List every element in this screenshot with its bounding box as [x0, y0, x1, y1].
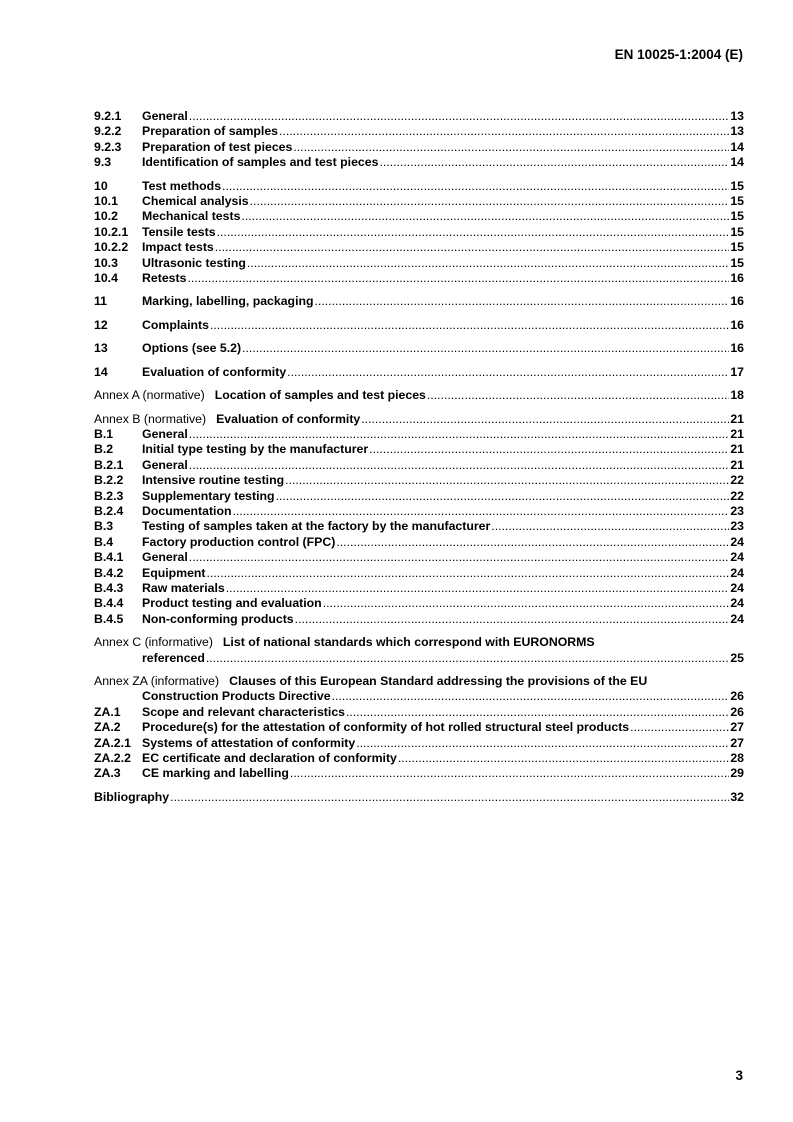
annex-label: Annex A (normative) [94, 388, 205, 403]
leader-dots [233, 504, 730, 519]
toc-page: 21 [730, 411, 744, 426]
annex-title: Evaluation of conformity [216, 411, 361, 426]
toc-page: 16 [730, 317, 744, 332]
toc-number: B.4.4 [94, 596, 124, 611]
toc-entry[interactable] [94, 365, 744, 380]
toc-title: Product testing and evaluation [142, 596, 322, 611]
toc-entry[interactable] [94, 504, 744, 519]
toc-title: General [142, 550, 188, 565]
toc-title: General [142, 457, 188, 472]
toc-entry[interactable] [94, 155, 744, 170]
toc-page: 27 [730, 735, 744, 750]
document-id-header: EN 10025-1:2004 (E) [614, 47, 743, 62]
toc-title: Chemical analysis [142, 194, 249, 209]
toc-number: B.3 [94, 519, 114, 534]
leader-dots [241, 209, 729, 224]
toc-entry-line [94, 651, 744, 666]
toc-entry-line [94, 674, 744, 689]
toc-entry[interactable] [94, 240, 744, 255]
toc-entry[interactable] [94, 766, 744, 781]
leader-dots [290, 766, 729, 781]
leader-dots [242, 341, 729, 356]
toc-number: ZA.2 [94, 720, 121, 735]
toc-title: EC certificate and declaration of conformity [142, 751, 397, 766]
toc-page: 25 [730, 650, 744, 665]
toc-entry[interactable] [94, 194, 744, 209]
toc-entry[interactable] [94, 341, 744, 356]
leader-dots [215, 240, 730, 255]
toc-page: 24 [730, 550, 744, 565]
leader-dots [285, 473, 729, 488]
toc-entry[interactable] [94, 271, 744, 286]
toc-number: B.4.5 [94, 611, 124, 626]
toc-entry[interactable] [94, 318, 744, 333]
toc-entry[interactable] [94, 179, 744, 194]
toc-entry[interactable] [94, 294, 744, 309]
leader-dots [247, 256, 729, 271]
toc-entry[interactable] [94, 581, 744, 596]
leader-dots [287, 365, 729, 380]
toc-number: 9.2.2 [94, 124, 122, 139]
leader-dots [427, 388, 729, 403]
toc-entry[interactable] [94, 566, 744, 581]
annex-title: Clauses of this European Standard addressing the provisions of the EU [229, 674, 648, 688]
toc-number: B.4.2 [94, 565, 124, 580]
table-of-contents [94, 109, 744, 805]
toc-entry[interactable] [94, 596, 744, 611]
toc-title: Ultrasonic testing [142, 255, 246, 270]
toc-page: 22 [730, 473, 744, 488]
toc-title: Retests [142, 271, 187, 286]
toc-number: B.2.1 [94, 457, 124, 472]
annex-title: List of national standards which correspond with EURONORMS [222, 635, 595, 650]
leader-dots [295, 612, 730, 627]
leader-dots [210, 318, 729, 333]
toc-page: 14 [730, 139, 744, 154]
toc-title: Intensive routine testing [142, 473, 285, 488]
toc-title: Preparation of test pieces [142, 139, 293, 154]
leader-dots [332, 689, 730, 704]
leader-dots [346, 705, 729, 720]
toc-entry[interactable] [94, 736, 744, 751]
toc-number: B.4.1 [94, 550, 124, 565]
toc-entry[interactable] [94, 109, 744, 124]
toc-title: Supplementary testing [142, 488, 275, 503]
toc-title: Testing of samples taken at the factory by the manufacturer [142, 519, 491, 534]
toc-title: General [142, 426, 188, 441]
toc-page: 21 [730, 457, 744, 472]
toc-entry[interactable] [94, 705, 744, 720]
leader-dots [189, 109, 730, 124]
toc-number: 9.2.3 [94, 139, 122, 154]
toc-page: 13 [730, 109, 744, 123]
toc-number: 10.2 [94, 209, 118, 224]
toc-title: Preparation of samples [142, 124, 278, 139]
toc-page: 15 [730, 178, 744, 193]
toc-number: B.2.3 [94, 488, 124, 503]
toc-page: 29 [730, 766, 744, 781]
toc-entry[interactable] [94, 209, 744, 224]
toc-number: 14 [94, 364, 108, 379]
toc-title: Complaints [142, 317, 209, 332]
toc-entry[interactable] [94, 550, 744, 565]
leader-dots [189, 550, 730, 565]
toc-title: Initial type testing by the manufacturer [142, 442, 369, 457]
toc-entry[interactable] [94, 751, 744, 766]
toc-number: 10.4 [94, 271, 118, 286]
toc-page: 17 [730, 364, 744, 379]
toc-page: 26 [730, 704, 744, 719]
toc-number: 10.3 [94, 255, 118, 270]
toc-title: Options (see 5.2) [142, 341, 242, 356]
toc-number: 11 [94, 294, 107, 309]
toc-number: 9.2.1 [94, 109, 122, 123]
toc-page: 23 [730, 519, 744, 534]
toc-title: Marking, labelling, packaging [142, 294, 314, 309]
toc-entry-line [94, 635, 744, 650]
toc-entry[interactable] [94, 256, 744, 271]
leader-dots [369, 442, 729, 457]
toc-entry[interactable] [94, 612, 744, 627]
leader-dots [226, 581, 730, 596]
leader-dots [379, 155, 729, 170]
toc-title: Systems of attestation of conformity [142, 735, 356, 750]
leader-dots [398, 751, 729, 766]
toc-title [94, 388, 426, 403]
toc-page: 14 [730, 155, 744, 170]
toc-entry[interactable] [94, 720, 744, 735]
leader-dots [170, 790, 729, 805]
toc-number: B.4.3 [94, 580, 124, 595]
leader-dots [189, 427, 730, 442]
toc-number: ZA.1 [94, 704, 121, 719]
toc-number: 10.1 [94, 194, 118, 209]
annex-label: Annex B (normative) [94, 411, 207, 426]
annex-title-continuation: referenced [142, 650, 205, 665]
toc-entry[interactable] [94, 442, 744, 457]
leader-dots [250, 194, 730, 209]
toc-title: Non-conforming products [142, 611, 294, 626]
toc-title: Mechanical tests [142, 209, 241, 224]
toc-entry[interactable] [94, 489, 744, 504]
toc-page: 15 [730, 240, 744, 255]
leader-dots [315, 294, 730, 309]
toc-number: B.2.4 [94, 503, 124, 518]
toc-entry[interactable] [94, 225, 744, 240]
toc-entry-annex-b[interactable] [94, 412, 744, 427]
page-number: 3 [735, 1068, 743, 1083]
toc-page: 15 [730, 255, 744, 270]
toc-number: ZA.2.2 [94, 751, 131, 766]
toc-page: 15 [730, 194, 744, 209]
annex-label: Annex C (informative) [94, 635, 213, 650]
leader-dots [293, 140, 729, 155]
leader-dots [189, 458, 730, 473]
toc-page: 16 [730, 294, 744, 309]
toc-page: 26 [730, 689, 744, 704]
toc-number: 12 [94, 317, 108, 332]
toc-entry[interactable] [94, 519, 744, 534]
toc-entry[interactable] [94, 458, 744, 473]
toc-page: 28 [730, 751, 744, 766]
toc-title: Scope and relevant characteristics [142, 704, 345, 719]
leader-dots [206, 651, 729, 666]
toc-number: 13 [94, 341, 108, 356]
leader-dots [356, 736, 729, 751]
toc-page: 24 [730, 580, 744, 595]
leader-dots [217, 225, 730, 240]
toc-title: Tensile tests [142, 224, 216, 239]
toc-page: 15 [730, 224, 744, 239]
toc-number: ZA.3 [94, 766, 121, 781]
toc-number: 10 [94, 178, 108, 193]
toc-entry-annex-c[interactable] [94, 635, 744, 666]
leader-dots [361, 412, 729, 427]
toc-title: Equipment [142, 565, 206, 580]
toc-title: Impact tests [142, 240, 214, 255]
leader-dots [207, 566, 730, 581]
toc-entry-bibliography[interactable] [94, 790, 744, 805]
toc-title: Documentation [142, 503, 232, 518]
toc-page: 16 [730, 341, 744, 356]
toc-title: Procedure(s) for the attestation of conformity of hot rolled structural steel products [142, 720, 630, 735]
toc-entry[interactable] [94, 427, 744, 442]
toc-page: 23 [730, 503, 744, 518]
toc-page: 27 [730, 720, 744, 735]
toc-number: 10.2.2 [94, 240, 129, 255]
toc-title [94, 412, 360, 427]
toc-entry-annex-a[interactable] [94, 388, 744, 403]
toc-title: Bibliography [94, 789, 170, 804]
leader-dots [630, 720, 729, 735]
annex-title-continuation: Construction Products Directive [142, 689, 331, 704]
toc-number: 9.3 [94, 155, 112, 170]
leader-dots [222, 179, 729, 194]
toc-number: 10.2.1 [94, 224, 129, 239]
toc-page: 13 [730, 124, 744, 139]
toc-page: 21 [730, 426, 744, 441]
toc-page: 22 [730, 488, 744, 503]
annex-title: Location of samples and test pieces [214, 388, 426, 403]
toc-title: Raw materials [142, 580, 225, 595]
toc-title: Factory production control (FPC) [142, 534, 336, 549]
leader-dots [279, 124, 729, 139]
toc-entry[interactable] [94, 473, 744, 488]
toc-entry-annex-za[interactable] [94, 674, 744, 705]
toc-page: 24 [730, 565, 744, 580]
toc-title: General [142, 109, 188, 123]
toc-number: B.2 [94, 442, 114, 457]
leader-dots [491, 519, 729, 534]
leader-dots [336, 535, 729, 550]
toc-page: 24 [730, 596, 744, 611]
toc-title: CE marking and labelling [142, 766, 289, 781]
toc-entry-line [94, 689, 744, 704]
toc-title: Identification of samples and test pieces [142, 155, 379, 170]
toc-number: B.2.2 [94, 473, 124, 488]
toc-title: Test methods [142, 178, 222, 193]
toc-entry[interactable] [94, 535, 744, 550]
toc-page: 32 [730, 789, 744, 804]
toc-title: Evaluation of conformity [142, 364, 287, 379]
toc-page: 24 [730, 534, 744, 549]
toc-page: 15 [730, 209, 744, 224]
toc-number: B.1 [94, 426, 114, 441]
toc-entry[interactable] [94, 124, 744, 139]
toc-number: ZA.2.1 [94, 735, 131, 750]
toc-page: 24 [730, 611, 744, 626]
leader-dots [323, 596, 730, 611]
annex-label: Annex ZA (informative) [94, 674, 220, 688]
leader-dots [276, 489, 730, 504]
toc-page: 18 [730, 388, 744, 403]
toc-page: 21 [730, 442, 744, 457]
toc-number: B.4 [94, 534, 114, 549]
leader-dots [187, 271, 729, 286]
toc-page: 16 [730, 271, 744, 286]
toc-entry[interactable] [94, 140, 744, 155]
